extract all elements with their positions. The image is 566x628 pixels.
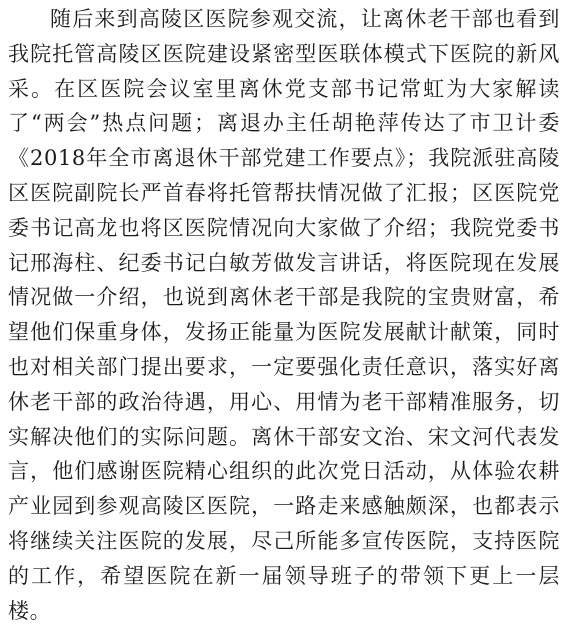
body-paragraph: 随后来到高陵区医院参观交流，让离休老干部也看到我院托管高陵区医院建设紧密型医联体模式下医院的新风采。在区医院会议室里离休党支部书记常虹为大家解读了“两会”热点问题；离退办主任胡艳萍传达了市卫计委《2018年全市离退休干部党建工作要点》；我院派驻高陵区医院副院长严首春将托管帮扶情况做了汇报；区医院党委书记高龙也将区医院情况向大家做了介绍；我院党委书记邢海柱、纪委书记白敏芳做发言讲话，将医院现在发展情况做一介绍，也说到离休老干部是我院的宝贵财富，希望他们保重身体，发扬正能量为医院发展献计献策，同时也对相关部门提出要求，一定要强化责任意识，落实好离休老干部的政治待遇，用心、用情为老干部精准服务，切实解决他们的实际问题。离休干部安文治、宋文河代表发言，他们感谢医院精心组织的此次党日活动，从体验农耕产业园到参观高陵区医院，一路走来感触颇深，也都表示将继续关注医院的发展，尽己所能多宣传医院，支持医院的工作，希望医院在新一届领导班子的带领下更上一层楼。	[8, 7, 560, 623]
